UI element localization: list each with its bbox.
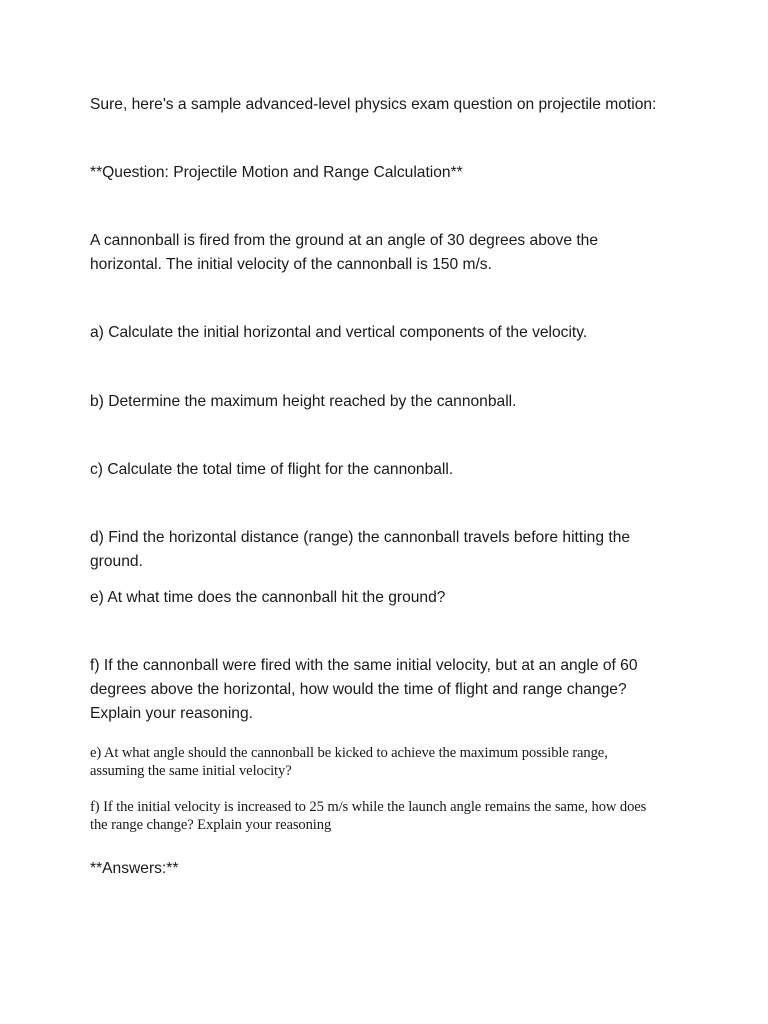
part-a: a) Calculate the initial horizontal and vertical components of the velocity. <box>90 324 588 341</box>
part-f-line-2: degrees above the horizontal, how would the time of flight and range change? <box>90 681 627 698</box>
part-f-line-3: Explain your reasoning. <box>90 705 253 722</box>
part-d-line-1: d) Find the horizontal distance (range) the cannonball travels before hitting the <box>90 529 631 546</box>
part-b: b) Determine the maximum height reached by the cannonball. <box>90 393 517 410</box>
question-heading: **Question: Projectile Motion and Range Calculation** <box>90 164 463 181</box>
part-e: e) At what time does the cannonball hit the ground? <box>90 589 446 606</box>
extra-e-line-1: e) At what angle should the cannonball be kicked to achieve the maximum possible range, <box>90 745 608 761</box>
part-f-line-1: f) If the cannonball were fired with the same initial velocity, but at an angle of 60 <box>90 657 638 674</box>
extra-e-line-2: assuming the same initial velocity? <box>90 763 292 779</box>
extra-f-line-1: f) If the initial velocity is increased to 25 m/s while the launch angle remains the same, how does <box>90 799 647 815</box>
extra-f-line-2: the range change? Explain your reasoning <box>90 817 332 833</box>
problem-statement-line-1: A cannonball is fired from the ground at an angle of 30 degrees above the <box>90 232 599 249</box>
part-c: c) Calculate the total time of flight for the cannonball. <box>90 461 454 478</box>
answers-heading: **Answers:** <box>90 860 179 877</box>
intro-text: Sure, here's a sample advanced-level physics exam question on projectile motion: <box>90 96 657 113</box>
part-d-line-2: ground. <box>90 553 143 570</box>
problem-statement-line-2: horizontal. The initial velocity of the cannonball is 150 m/s. <box>90 256 492 273</box>
